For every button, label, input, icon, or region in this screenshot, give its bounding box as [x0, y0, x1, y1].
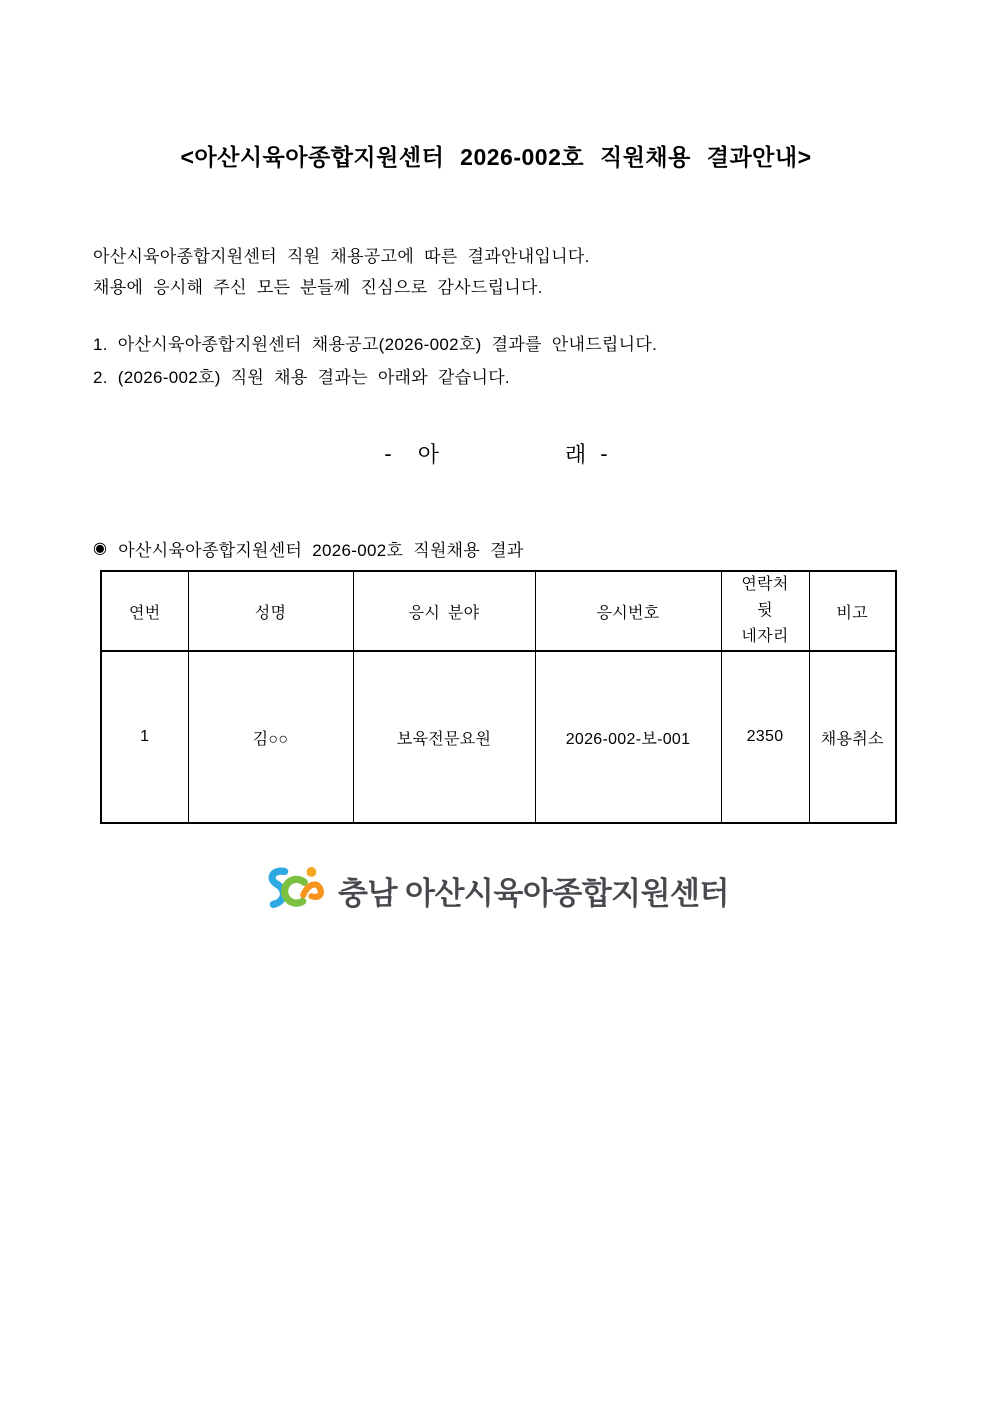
logo-green-c-shape [285, 879, 305, 903]
header-cell-note: 비고 [809, 571, 896, 651]
header-phone-line-3: 네자리 [741, 628, 789, 645]
cell-no: 1 [101, 651, 188, 823]
divider-word-rae: 래 [565, 442, 587, 467]
recruitment-result-table [100, 570, 897, 824]
logo-orange-head-dot [307, 867, 317, 877]
divider-dash-left: - [384, 440, 392, 466]
header-cell-no: 연번 [101, 571, 188, 651]
center-logo-icon [263, 863, 329, 917]
fisheye-bullet-icon: ◉ [93, 539, 108, 557]
cell-name: 김○○ [188, 651, 353, 823]
header-cell-phone [721, 571, 809, 651]
below-divider [0, 438, 992, 469]
table-header-row [101, 571, 896, 651]
table-row [101, 651, 896, 823]
cell-field: 보육전문요원 [353, 651, 535, 823]
header-cell-apply-no: 응시번호 [535, 571, 721, 651]
numbered-list [93, 328, 657, 394]
divider-word-a: 아 [417, 442, 439, 467]
cell-phone-last4: 2350 [721, 651, 809, 823]
header-cell-name: 성명 [188, 571, 353, 651]
cell-apply-no: 2026-002-보-001 [535, 651, 721, 823]
header-phone-line-2: 뒷 [757, 602, 773, 619]
divider-dash-right: - [600, 440, 608, 466]
section-heading-label: 아산시육아종합지원센터 2026-002호 직원채용 결과 [118, 541, 524, 560]
page-title: <아산시육아종합지원센터 2026-002호 직원채용 결과안내> [180, 144, 812, 170]
intro-line-2: 채용에 응시해 주신 모든 분들께 진심으로 감사드립니다. [93, 278, 543, 297]
section-heading [93, 536, 524, 561]
numbered-item-2: 2. (2026-002호) 직원 채용 결과는 아래와 같습니다. [93, 368, 510, 387]
intro-paragraph [93, 241, 590, 303]
logo-orange-figure-shape [303, 884, 321, 897]
intro-line-1: 아산시육아종합지원센터 직원 채용공고에 따른 결과안내입니다. [93, 247, 590, 266]
footer-logo-text: 충남 아산시육아종합지원센터 [338, 875, 729, 911]
cell-note: 채용취소 [809, 651, 896, 823]
header-cell-field: 응시 분야 [353, 571, 535, 651]
footer-logo [0, 863, 992, 917]
numbered-item-1: 1. 아산시육아종합지원센터 채용공고(2026-002호) 결과를 안내드립니다. [93, 335, 658, 354]
header-phone-line-1: 연락처 [741, 576, 789, 593]
